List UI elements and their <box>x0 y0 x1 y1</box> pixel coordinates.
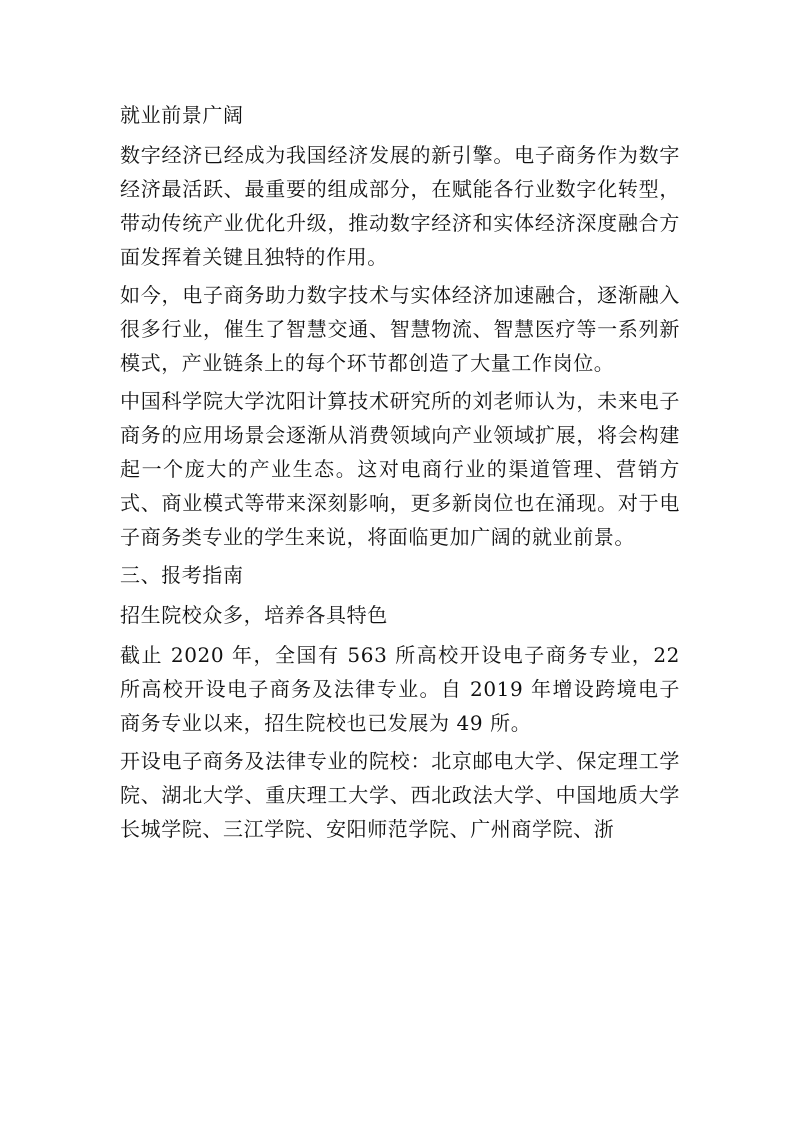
subheading-enrollment-schools: 招生院校众多，培养各具特色 <box>120 603 388 627</box>
paragraph-school-statistics: 截止 2020 年，全国有 563 所高校开设电子商务专业，22 所高校开设电子商务及法律专业。自 2019 年增设跨境电子商务专业以来，招生院校也已发展为 49 所。 <box>120 643 680 735</box>
section-heading-employment: 就业前景广阔 <box>120 103 244 127</box>
document-body <box>120 98 680 850</box>
paragraph-school-list: 开设电子商务及法律专业的院校：北京邮电大学、保定理工学院、湖北大学、重庆理工大学、西北政法大学、中国地质大学长城学院、三江学院、安阳师范学院、广州商学院、浙 <box>120 749 680 841</box>
paragraph-expert-opinion: 中国科学院大学沈阳计算技术研究所的刘老师认为，未来电子商务的应用场景会逐渐从消费领域向产业领域扩展，将会构建起一个庞大的产业生态。这对电商行业的渠道管理、营销方式、商业模式等带来深刻影响，更多新岗位也在涌现。对于电子商务类专业的学生来说，将面临更加广阔的就业前景。 <box>120 389 680 549</box>
paragraph-digital-economy: 数字经济已经成为我国经济发展的新引擎。电子商务作为数字经济最活跃、最重要的组成部分，在赋能各行业数字化转型，带动传统产业优化升级，推动数字经济和实体经济深度融合方面发挥着关键且独特的作用。 <box>120 143 680 269</box>
section-heading-application-guide: 三、报考指南 <box>120 563 244 587</box>
paragraph-industry-integration: 如今，电子商务助力数字技术与实体经济加速融合，逐渐融入很多行业，催生了智慧交通、智慧物流、智慧医疗等一系列新模式，产业链条上的每个环节都创造了大量工作岗位。 <box>120 283 680 375</box>
